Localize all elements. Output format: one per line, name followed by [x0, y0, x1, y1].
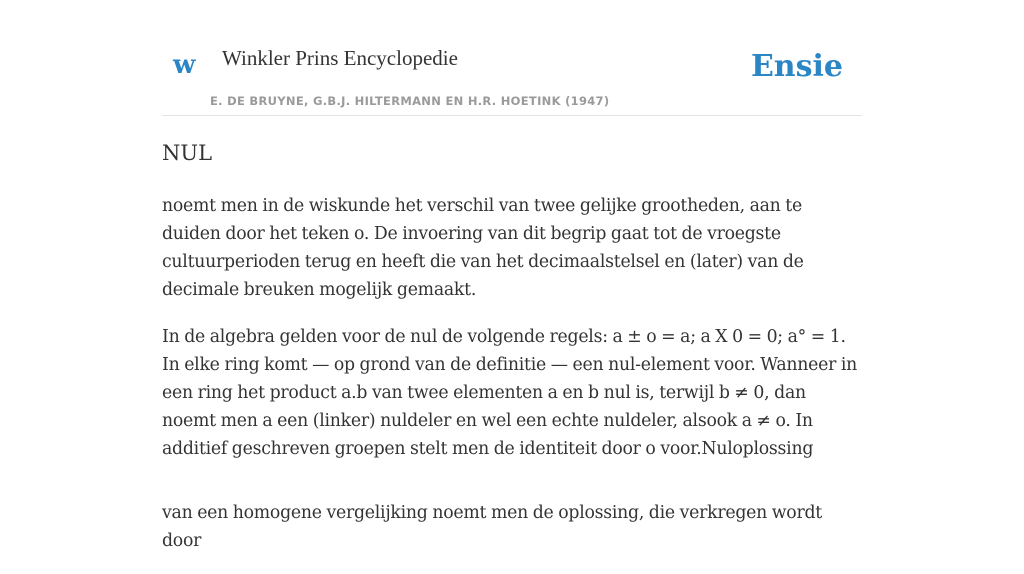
page-header [162, 0, 862, 116]
publication-title[interactable]: Winkler Prins Encyclopedie [222, 46, 458, 70]
entry-paragraph: noemt men in de wiskunde het verschil van twee gelijke grootheden, aan te duiden door het teken o. De invoering van dit begrip gaat tot de vroegste cultuurperioden terug en heeft die van het decimaalstelsel en (later) van de decimale breuken mogelijk gemaakt. [162, 196, 804, 300]
entry-paragraph: van een homogene vergelijking noemt men de oplossing, die verkregen wordt door [162, 503, 822, 551]
entry-title: NUL [162, 141, 213, 165]
ensie-logo-link[interactable]: Ensie [750, 49, 843, 84]
entry-paragraph: In de algebra gelden voor de nul de volgende regels: a ± o = a; a X 0 = 0; a° = 1. In elke ring komt — op grond van de definitie — een nul-element voor. Wanneer in een ring het product a.b van twee elementen a en b nul is, terwijl b ≠ 0, dan noemt men a een (linker) nuldeler en wel een echte nuldeler, alsook a ≠ o. In additief geschreven groepen stelt men de identiteit door o voor.Nuloplossing [162, 327, 857, 459]
publication-authors: E. DE BRUYNE, G.B.J. HILTERMANN EN H.R. HOETINK (1947) [210, 94, 610, 108]
entry-body [162, 192, 862, 574]
publication-logo[interactable]: w [173, 50, 196, 80]
